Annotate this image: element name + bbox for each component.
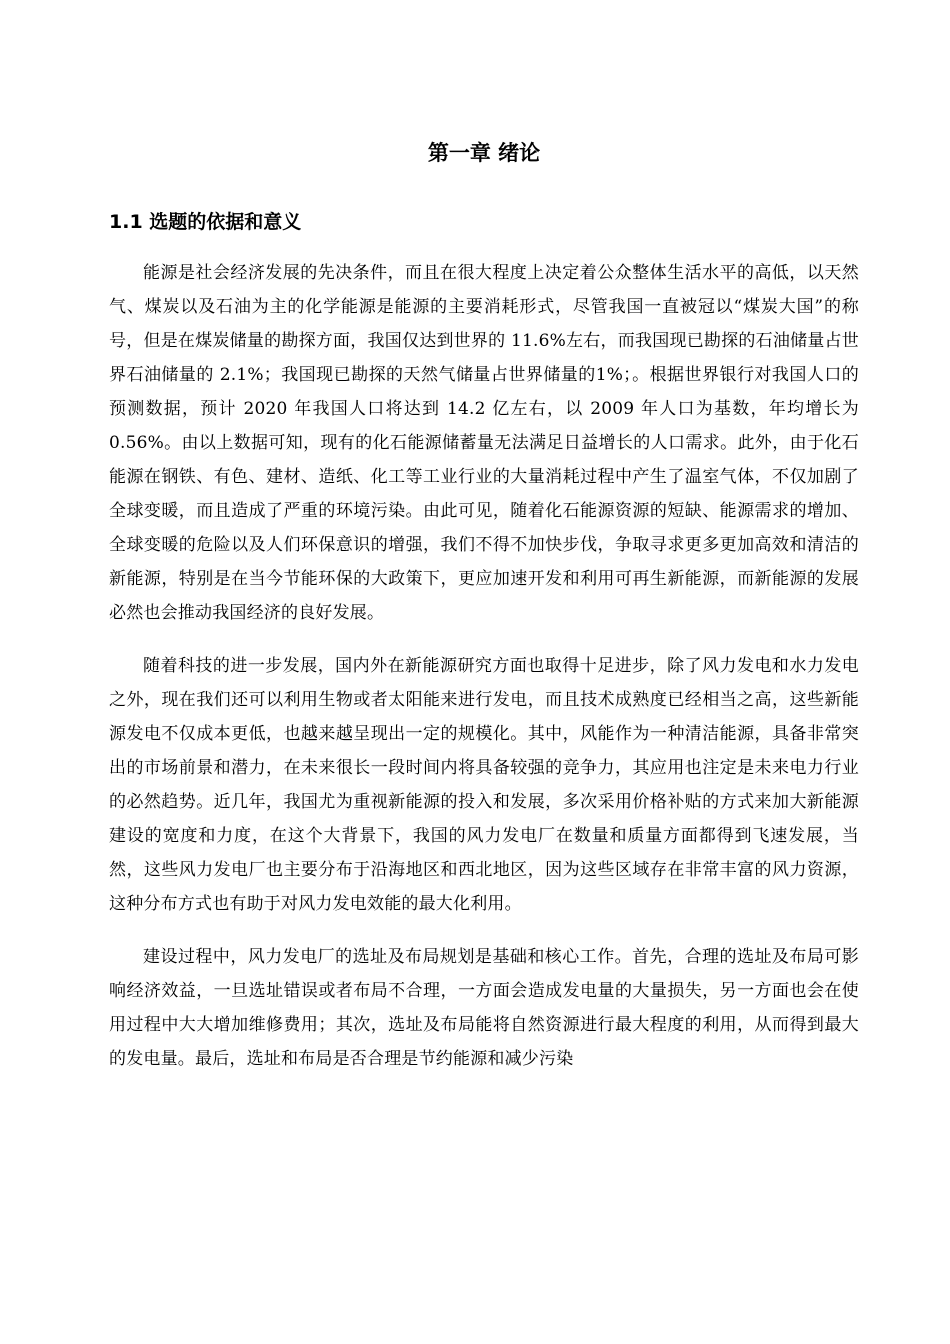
- section-title: 1.1 选题的依据和意义: [109, 211, 302, 233]
- paragraph: 建设过程中，风力发电厂的选址及布局规划是基础和核心工作。首先，合理的选址及布局可影响经济效益，一旦选址错误或者布局不合理，一方面会造成发电量的大量损失，另一方面也会在使用过程中大大增加维修费用；其次，选址及布局能将自然资源进行最大程度的利用，从而得到最大的发电量。最后，选址和布局是否合理是节约能源和减少污染: [109, 947, 859, 1069]
- paragraph: 能源是社会经济发展的先决条件，而且在很大程度上决定着公众整体生活水平的高低，以天然气、煤炭以及石油为主的化学能源是能源的主要消耗形式，尽管我国一直被冠以“煤炭大国”的称号，但是在煤炭储量的勘探方面，我国仅达到世界的 11.6%左右，而我国现已勘探的石油储量占世界石油储量的 2.1%；我国现已勘探的天然气储量占世界储量的1%；。根据世界银行对我国人口的预测数据，预计 2020 年我国人口将达到 14.2 亿左右，以 2009 年人口为基数，年均增长为 0.56%。由以上数据可知，现有的化石能源储蓄量无法满足日益增长的人口需求。此外，由于化石能源在钢铁、有色、建材、造纸、化工等工业行业的大量消耗过程中产生了温室气体，不仅加剧了全球变暖，而且造成了严重的环境污染。由此可见，随着化石能源资源的短缺、能源需求的增加、全球变暖的危险以及人们环保意识的增强，我们不得不加快步伐，争取寻求更多更加高效和清洁的新能源，特别是在当今节能环保的大政策下，更应加速开发和利用可再生新能源，而新能源的发展必然也会推动我国经济的良好发展。: [109, 263, 859, 623]
- chapter-title: 第一章 绪论: [427, 141, 541, 165]
- paragraph: 随着科技的进一步发展，国内外在新能源研究方面也取得十足进步，除了风力发电和水力发电之外，现在我们还可以利用生物或者太阳能来进行发电，而且技术成熟度已经相当之高，这些新能源发电不仅成本更低，也越来越呈现出一定的规模化。其中，风能作为一种清洁能源，具备非常突出的市场前景和潜力，在未来很长一段时间内将具备较强的竞争力，其应用也注定是未来电力行业的必然趋势。近几年，我国尤为重视新能源的投入和发展，多次采用价格补贴的方式来加大新能源建设的宽度和力度，在这个大背景下，我国的风力发电厂在数量和质量方面都得到飞速发展，当然，这些风力发电厂也主要分布于沿海地区和西北地区，因为这些区域存在非常丰富的风力资源，这种分布方式也有助于对风力发电效能的最大化利用。: [109, 656, 859, 914]
- body-text: [109, 256, 859, 1095]
